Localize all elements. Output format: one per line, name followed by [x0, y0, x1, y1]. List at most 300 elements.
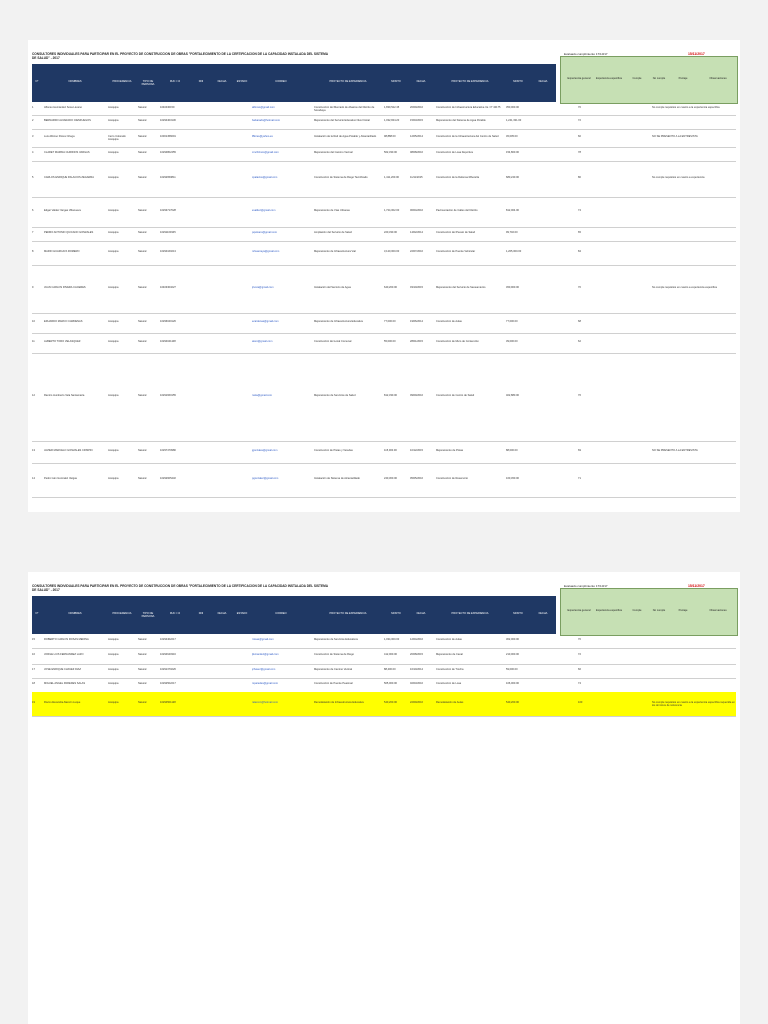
cell-n: 11 [32, 340, 35, 343]
cell-pts: 74 [578, 682, 581, 685]
cell-tipo: Natural [138, 449, 147, 452]
cell-monto: 115,000.00 [384, 449, 397, 452]
table-row [32, 102, 736, 116]
cell-proj2: Mejoramiento de Pistas [436, 449, 464, 452]
cell-fecha: 12/04/2016 [410, 638, 423, 641]
cell-pts: 100 [578, 701, 583, 704]
cell-tipo: Natural [138, 231, 147, 234]
cell-tipo: Natural [138, 340, 147, 343]
cell-n: 10 [32, 320, 35, 323]
cell-fecha: 08/08/2016 [410, 151, 423, 154]
cell-pts: 69 [578, 449, 581, 452]
cell-monto2: 1,205,000.00 [506, 250, 522, 253]
cell-proj2: Construcción de Aulas [436, 638, 462, 641]
cell-fecha: 12/05/2014 [410, 135, 423, 138]
cell-ruc: 10294403130 [160, 119, 176, 122]
document-page-1 [28, 40, 740, 512]
cell-proc: Arequipa [108, 250, 119, 253]
cell-fecha: 20/09/2016 [410, 105, 423, 109]
cell-email[interactable]: alfonso@gmail.com [252, 105, 275, 109]
cell-n: 15 [32, 638, 35, 641]
cell-n: 13 [32, 449, 35, 452]
cell-n: 12 [32, 394, 35, 397]
cell-email[interactable]: ecardenas@gmail.com [252, 320, 279, 323]
cell-monto: 1,411,200.00 [384, 176, 399, 179]
table-row [32, 129, 736, 148]
cell-monto2: 154,800.00 [506, 151, 519, 154]
column-header: PROYECTO DE EXPERIENCIA [451, 612, 489, 615]
column-header: FECHA [538, 80, 548, 83]
evaluation-column-header: Experiencia específica [596, 609, 622, 612]
cell-monto: 412,000.00 [384, 653, 397, 656]
column-header: DNI [198, 80, 204, 83]
cell-proj2: Construcción de la Defensa Ribereña [436, 176, 480, 179]
cell-n: 5 [32, 176, 34, 179]
table-row [32, 463, 736, 498]
cell-n: 2 [32, 119, 34, 122]
cell-monto2: 39,000.00 [506, 340, 518, 343]
cell-fecha: 20/08/2015 [410, 653, 423, 656]
cell-proj2: Construcción de Reservorio [436, 477, 469, 480]
page-title: CONSULTORES INDIVIDUALES PARA PARTICIPAR EN EL PROYECTO DE CONSTRUCCION DE OBRAS "FORTALECIMIENTO DE LA CERTIFICACION DE LA CAPACIDAD INSTALADA DEL SISTEMA DE SALUD" - 2017 [32, 52, 328, 60]
cell-email[interactable]: jrivera@gmail.com [252, 286, 274, 289]
column-header: ESTADO [236, 612, 248, 615]
cell-monto2: 402,880.00 [506, 394, 519, 397]
header-bar [32, 64, 556, 102]
cell-tipo: Natural [138, 209, 147, 212]
column-header: MONTO [391, 80, 401, 83]
cell-proj2: Construcción de Aulas [436, 320, 462, 323]
cell-n: 3 [32, 135, 34, 138]
cell-email[interactable]: ralarcon@hotmail.com [252, 701, 278, 704]
evaluation-column-header: Observaciones [709, 77, 727, 80]
cell-proc: Arequipa [108, 477, 119, 480]
cell-monto2: 680,240.00 [506, 176, 519, 179]
cell-ruc: 10291370226 [160, 668, 176, 671]
cell-monto2: 88,000.00 [506, 449, 518, 452]
cell-n: 16 [32, 653, 35, 656]
cell-monto: 1,032,844.20 [384, 119, 400, 122]
cell-pts: 68 [578, 320, 581, 323]
cell-proc: Arequipa [108, 668, 119, 671]
table-row [32, 634, 736, 649]
evaluation-column-header: Experiencia general [567, 77, 591, 80]
cell-proj: Mejoramiento de Servicios Educativos [314, 638, 358, 641]
cell-proc: Arequipa [108, 449, 119, 452]
cell-n: 6 [32, 209, 34, 212]
cell-proc: Arequipa [108, 151, 119, 154]
cell-proj: Ampliación del Servicio de Salud [314, 231, 352, 234]
cell-n: 8 [32, 250, 34, 253]
cell-name: EDUARDO MARCO CÁRDENAS [44, 320, 83, 323]
cell-ruc: 10293717028 [160, 209, 176, 212]
cell-tipo: Natural [138, 477, 147, 480]
cell-tipo: Natural [138, 105, 147, 109]
cell-fecha: 28/01/2015 [410, 340, 423, 343]
column-header: N° [35, 80, 39, 83]
evaluation-label: Evaluado cumplimiento 17/10/17 [564, 52, 608, 56]
cell-pts: 70 [578, 286, 581, 289]
cell-tipo: Natural [138, 701, 147, 704]
cell-proj: Construcción de Puente Peatonal [314, 682, 353, 685]
cell-email[interactable]: pgonzalez@gmail.com [252, 477, 279, 480]
column-header: TIPO DE PERSONA [141, 612, 155, 618]
cell-proj: Instalación de la Red de Agua Potable y Alcantarillado [314, 135, 377, 138]
cell-proc: Arequipa [108, 176, 119, 179]
cell-name: Edgar Valdez Vargas Villanueva [44, 209, 81, 212]
cell-email[interactable]: pquicano@gmail.com [252, 231, 277, 234]
cell-name: ALBERTO TORO VELASQUEZ [44, 340, 81, 343]
cell-name: MARIO HUARCAYA ROMERO [44, 250, 80, 253]
cell-pts: 70 [578, 638, 581, 641]
cell-tipo: Natural [138, 250, 147, 253]
table-row [32, 648, 736, 665]
cell-pts: 72 [578, 653, 581, 656]
cell-proj: Mejoramiento de Infraestructura Educativa [314, 320, 363, 323]
cell-n: 14 [32, 477, 35, 480]
column-header: PROCEDENCIA [112, 80, 132, 83]
column-header: PROYECTO DE EXPERIENCIA [329, 80, 367, 83]
cell-pts: 70 [578, 105, 581, 109]
cell-pts: 65 [578, 231, 581, 234]
evaluation-header-block [560, 588, 738, 636]
cell-proj: Mejoramiento de Vías Urbanas [314, 209, 350, 212]
cell-tipo: Natural [138, 176, 147, 179]
cell-fecha: 15/03/2015 [410, 119, 423, 122]
cell-proc: Arequipa [108, 394, 119, 397]
cell-proc: Arequipa [108, 105, 119, 109]
cell-fecha: 22/07/2016 [410, 250, 423, 253]
cell-fecha: 02/03/2016 [410, 682, 423, 685]
column-header: MONTO [513, 80, 523, 83]
cell-obs: No cumple requisitos en cuanto a experiencia específica [652, 286, 717, 289]
table-row [32, 115, 736, 130]
cell-monto2: 160,450.00 [506, 477, 519, 480]
cell-name: BERNARDO ALVARADO CIENFUEGOS [44, 119, 91, 122]
cell-proj2: Pavimentación de Calles del Distrito [436, 209, 478, 212]
column-header: FECHA [217, 612, 227, 615]
evaluation-date: 15/11/2017 [688, 584, 705, 588]
evaluation-column-header: Puntaje [678, 609, 688, 612]
cell-proj2: Construcción de Trocha [436, 668, 464, 671]
cell-monto2: 350,000.00 [506, 105, 519, 109]
cell-monto: 88,400.00 [384, 668, 396, 671]
cell-obs: NO SE PRESENTO A LA ENTREVISTA [652, 135, 698, 138]
cell-pts: 78 [578, 151, 581, 154]
cell-proj: Mejoramiento de Camino Vecinal [314, 668, 353, 671]
cell-name: CLARET MARINA CHIRINOS VARGAS [44, 151, 90, 154]
evaluation-column-header: Observaciones [709, 609, 727, 612]
cell-monto: 98,888.00 [384, 135, 396, 138]
cell-tipo: Natural [138, 119, 147, 122]
cell-monto: 540,200.00 [384, 701, 397, 704]
cell-ruc: 10294501128 [160, 701, 176, 704]
cell-name: JOSE ENRIQUE CHAVEZ DIAZ [44, 668, 81, 671]
table-row [32, 678, 736, 693]
cell-ruc: 10296040126 [160, 320, 176, 323]
table-row [32, 241, 736, 266]
cell-ruc: 10292650811 [160, 176, 176, 179]
cell-tipo: Natural [138, 668, 147, 671]
cell-fecha: 03/10/2015 [410, 286, 423, 289]
cell-ruc: 1040430159 [160, 105, 175, 109]
cell-ruc: 10292502217 [160, 682, 176, 685]
cell-fecha: 14/02/2014 [410, 231, 423, 234]
cell-email[interactable]: rvela@gmail.com [252, 394, 273, 397]
cell-proj: Instalación de Sistema de Alcantarillado [314, 477, 360, 480]
table-row [32, 664, 736, 679]
cell-proj2: Construcción de la Infraestructura del Centro de Salud [436, 135, 499, 138]
cell-n: 4 [32, 151, 34, 154]
cell-proj: Mejoramiento del Servicio Educativo Nivel Inicial [314, 119, 370, 122]
cell-name: JAVIER MARCELO GONZALES CRISPIN [44, 449, 93, 452]
cell-fecha: 22/09/2016 [410, 701, 423, 704]
cell-proj2: Mejoramiento de Canal [436, 653, 463, 656]
cell-proj: Instalación del Servicio de Agua [314, 286, 351, 289]
cell-ruc: 10291160345 [160, 231, 176, 234]
cell-monto2: 1,241,331.00 [506, 119, 522, 122]
cell-email[interactable]: cmchirinos@gmail.com [252, 151, 279, 154]
cell-monto: 812,330.00 [384, 394, 397, 397]
cell-ruc: 10294041108 [160, 340, 176, 343]
cell-proc: Arequipa [108, 231, 119, 234]
cell-email[interactable]: atoro@gmail.com [252, 340, 273, 343]
cell-monto: 505,000.00 [384, 682, 397, 685]
cell-monto: 640,200.00 [384, 286, 397, 289]
column-header: MONTO [513, 612, 523, 615]
cell-email[interactable]: rrosas@gmail.com [252, 638, 274, 641]
cell-fecha: 06/04/2016 [410, 209, 423, 212]
cell-monto: 3,120,000.00 [384, 250, 400, 253]
cell-monto: 240,300.00 [384, 477, 397, 480]
cell-ruc: 10294402217 [160, 638, 176, 641]
cell-proc: Arequipa [108, 286, 119, 289]
cell-proj2: Construcción del Puesto de Salud [436, 231, 476, 234]
table-row [32, 353, 736, 442]
column-header: FECHA [416, 80, 426, 83]
cell-email[interactable]: cpalacios@gmail.com [252, 176, 278, 179]
column-header: ESTADO [236, 80, 248, 83]
cell-pts: 72 [578, 119, 581, 122]
cell-n: 1 [32, 105, 34, 109]
cell-name: Alfonso Hernández Sosa Lévano [44, 105, 82, 109]
cell-tipo: Natural [138, 653, 147, 656]
cell-name: JORGE LUIS FERNANDEZ LAZO [44, 653, 84, 656]
cell-proc: Arequipa [108, 653, 119, 656]
cell-tipo: Natural [138, 682, 147, 685]
cell-fecha: 05/05/2016 [410, 477, 423, 480]
cell-ruc: 10403303227 [160, 286, 176, 289]
cell-email[interactable]: evaldez@gmail.com [252, 209, 276, 212]
cell-monto: 562,330.00 [384, 151, 397, 154]
cell-proj: Construcción del Mercado de Abastos del Distrito de Socabaya [314, 105, 375, 112]
table-row [32, 333, 736, 354]
document-page-2 [28, 572, 740, 1024]
cell-monto: 1,034,000.00 [384, 638, 400, 641]
cell-proc: Arequipa [108, 682, 119, 685]
evaluation-column-header: No cumple [652, 609, 666, 612]
cell-monto2: 99,702.00 [506, 231, 518, 234]
cell-monto2: 45,005.00 [506, 135, 518, 138]
cell-fecha: 16/10/2014 [410, 668, 423, 671]
cell-ruc: 10297470980 [160, 449, 176, 452]
cell-email[interactable]: jfernandez@gmail.com [252, 653, 279, 656]
cell-monto2: 812,004.00 [506, 209, 519, 212]
table-row [32, 147, 736, 162]
cell-name: Ramiro Humberto Vela Santamaría [44, 394, 85, 397]
evaluation-column-header: No cumple [652, 77, 666, 80]
cell-obs: NO SE PRESENTO A LA ENTREVISTA [652, 449, 698, 452]
evaluation-column-header: Cumple [632, 77, 642, 80]
cell-email[interactable]: balvarado@hotmail.com [252, 119, 281, 122]
cell-email[interactable]: mhuarcaya@gmail.com [252, 250, 280, 253]
cell-proj2: Construcción de Centro de Salud [436, 394, 475, 397]
cell-proj2: Construcción de Puente Vehicular [436, 250, 476, 253]
evaluation-column-header: Cumple [632, 609, 642, 612]
cell-name: CARLOS ENRIQUE PALACIOS ZEGARRA [44, 176, 94, 179]
cell-email[interactable]: mparedes@gmail.com [252, 682, 278, 685]
cell-ruc: 10301458291 [160, 135, 176, 138]
cell-proj: Construcción de Pistas y Veredas [314, 449, 353, 452]
cell-monto: 220,330.00 [384, 231, 397, 234]
cell-email[interactable]: jchavez@gmail.com [252, 668, 276, 671]
column-header: DNI [198, 612, 204, 615]
cell-proj2: Construcción de Infraestructura Educativa I.E. N° 40175 [436, 105, 501, 109]
cell-obs: No cumple requisitos en cuanto a experiencia [652, 176, 705, 179]
cell-monto2: 210,000.00 [506, 653, 519, 656]
table-row [32, 313, 736, 334]
cell-n: 7 [32, 231, 34, 234]
cell-proj2: Mejoramiento del Servicio de Saneamiento [436, 286, 486, 289]
column-header: PROYECTO DE EXPERIENCIA [451, 80, 489, 83]
cell-email[interactable]: jgonzales@gmail.com [252, 449, 278, 452]
cell-ruc: 10292605432 [160, 477, 176, 480]
column-header: CORREO [275, 80, 287, 83]
cell-monto: 77,000.00 [384, 320, 396, 323]
evaluation-label: Evaluado cumplimiento 17/10/17 [564, 584, 608, 588]
cell-tipo: Natural [138, 394, 147, 397]
cell-fecha: 09/09/2016 [410, 394, 423, 397]
cell-pts: 60 [578, 135, 581, 138]
table-row [32, 692, 736, 717]
cell-monto2: 302,000.00 [506, 638, 519, 641]
cell-n: 9 [32, 286, 34, 289]
cell-proc: Arequipa [108, 340, 119, 343]
cell-proc: Arequipa [108, 320, 119, 323]
table-row [32, 441, 736, 464]
cell-monto2: 59,000.00 [506, 668, 518, 671]
cell-tipo: Natural [138, 638, 147, 641]
column-header: NOMBRES [68, 612, 82, 615]
cell-n: 18 [32, 682, 35, 685]
cell-n: 17 [32, 668, 35, 671]
cell-ruc: 10294160213 [160, 250, 176, 253]
cell-name: Rocío Alexandra Alarcón Luque [44, 701, 81, 704]
cell-tipo: Natural [138, 286, 147, 289]
cell-pts: 74 [578, 209, 581, 212]
cell-monto2: 77,000.00 [506, 320, 518, 323]
cell-proj2: Construcción de Losa Deportiva [436, 151, 473, 154]
evaluation-column-header: Experiencia específica [596, 77, 622, 80]
cell-proj: Mejoramiento del Camino Vecinal [314, 151, 353, 154]
cell-proj2: Construcción de Muro de Contención [436, 340, 479, 343]
column-header: CORREO [275, 612, 287, 615]
cell-proj2: Remodelación de Aulas [436, 701, 464, 704]
cell-pts: 62 [578, 340, 581, 343]
cell-email[interactable]: lfflores@yahoo.es [252, 135, 273, 138]
evaluation-header-block [560, 56, 738, 104]
cell-fecha: 19/06/2014 [410, 320, 423, 323]
cell-name: MIGUEL ANGEL PAREDES SALAS [44, 682, 86, 685]
column-header: MONTO [391, 612, 401, 615]
cell-n: 19 [32, 701, 35, 704]
cell-pts: 80 [578, 176, 581, 179]
table-row [32, 197, 736, 228]
column-header: FECHA [538, 612, 548, 615]
cell-monto: 55,000.00 [384, 340, 396, 343]
cell-proc: Arequipa [108, 119, 119, 122]
column-header: N° [35, 612, 39, 615]
cell-fecha: 10/12/2015 [410, 449, 423, 452]
cell-ruc: 10291660155 [160, 394, 176, 397]
cell-proc: Arequipa [108, 638, 119, 641]
column-header: PROYECTO DE EXPERIENCIA [329, 612, 367, 615]
column-header: TIPO DE PERSONA [141, 80, 155, 86]
cell-monto: 1,724,002.00 [384, 209, 400, 212]
cell-monto: 1,839,522.45 [384, 105, 400, 109]
cell-name: ROBERTO CARLOS ROSAS MEDINA [44, 638, 89, 641]
cell-proc: Arequipa [108, 701, 119, 704]
evaluation-column-header: Experiencia general [567, 609, 591, 612]
cell-proc: Cerro Colorado Arequipa [108, 135, 126, 141]
table-header [32, 596, 736, 634]
cell-proj2: Mejoramiento del Sistema de Agua Potable [436, 119, 486, 122]
cell-monto2: 106,000.00 [506, 682, 519, 685]
cell-tipo: Natural [138, 151, 147, 154]
cell-ruc: 10294640316 [160, 653, 176, 656]
table-row [32, 227, 736, 242]
cell-pts: 71 [578, 477, 581, 480]
column-header: FECHA [416, 612, 426, 615]
cell-obs: No cumple requisitos en cuanto a la experiencia específica [652, 105, 720, 109]
cell-pts: 76 [578, 394, 581, 397]
cell-proj: Remodelación de Infraestructura Educativa [314, 701, 364, 704]
cell-pts: 84 [578, 250, 581, 253]
cell-proj: Mejoramiento de Infraestructura Vial [314, 250, 356, 253]
cell-monto2: 450,900.00 [506, 286, 519, 289]
cell-name: Luis Alfonso Flores Ortega [44, 135, 75, 138]
header-bar [32, 596, 556, 634]
column-header: NOMBRES [68, 80, 82, 83]
cell-pts: 66 [578, 668, 581, 671]
table-row [32, 161, 736, 198]
cell-proj: Construcción de Sistema de Riego Tecnificado [314, 176, 368, 179]
cell-obs: No cumple requisitos en cuanto a la experiencia específica requerida en los términos de referencia [652, 701, 735, 707]
cell-monto2: 540,200.00 [506, 701, 519, 704]
table-row [32, 265, 736, 314]
cell-name: PEDRO ANTONIO QUICAÑO GONZALES [44, 231, 94, 234]
column-header: RUC / CI [169, 80, 181, 83]
cell-proc: Arequipa [108, 209, 119, 212]
evaluation-column-header: Puntaje [678, 77, 688, 80]
evaluation-date: 15/11/2017 [688, 52, 705, 56]
cell-tipo: Natural [138, 135, 147, 138]
column-header: RUC / CI [169, 612, 181, 615]
cell-ruc: 10294802455 [160, 151, 176, 154]
cell-proj: Mejoramiento de Servicios de Salud [314, 394, 356, 397]
page-title: CONSULTORES INDIVIDUALES PARA PARTICIPAR EN EL PROYECTO DE CONSTRUCCION DE OBRAS "FORTALECIMIENTO DE LA CERTIFICACION DE LA CAPACIDAD INSTALADA DEL SISTEMA DE SALUD" - 2017 [32, 584, 328, 592]
column-header: FECHA [217, 80, 227, 83]
